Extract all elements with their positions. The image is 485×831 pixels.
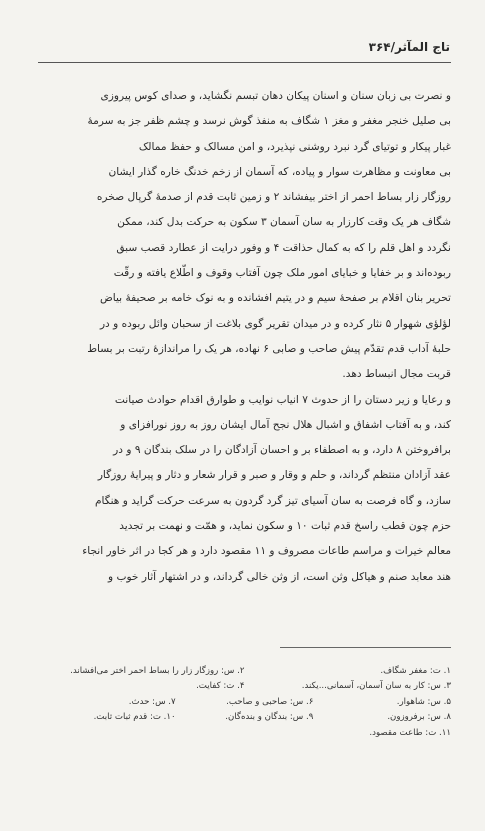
body-line: حزم چون قطب راسخ قدم ثبات ۱۰ و سکون نماید، و همّت و نهمت بر تجدید	[119, 520, 451, 533]
footnote: ۳. س: کار به سان آسمان، آسمانی...یکند.	[301, 681, 451, 692]
footnote: ۷. س: حدث.	[128, 696, 176, 707]
body-text	[38, 84, 451, 590]
body-line: کند، و به آفتاب اشفاق و اشبال هلال نجح آمال ایشان روز به روز نورافزای و	[120, 418, 451, 431]
body-line: غبار پیکار و توتیای گرد نبرد روشنی نپذیرد، و امن مسالک و حفظ ممالک	[138, 140, 451, 153]
body-line: ربوده‌اند و بر خفایا و خبایای امور ملک چون آفتاب وقوف و اطّلاع یافته و رقّت	[113, 267, 451, 280]
running-header	[40, 40, 450, 58]
body-line: هند معابد صنم و هیاکل وثن است، از وثن خالی گرداند، و در اشتهار آثار خوب و	[108, 570, 451, 583]
body-line: حلبهٔ آداب قدم تقدّم پیش صاحب و صابی ۶ نهاده، هر یک را مراندازهٔ رتبت بر بساط	[87, 342, 451, 355]
footnote-rule	[280, 647, 451, 648]
body-line: لؤلؤی شهوار ۵ نثار کرده و در میدان تقریر گوی بلاغت از سحبان وائل ربوده و در	[99, 317, 451, 330]
footnote-row	[38, 726, 451, 741]
footnote: ۱۱. ت: طاعت مقصود.	[369, 727, 451, 738]
footnote: ۲. س: روزگار زار را بساط احمر اختر می‌افشاند.	[70, 666, 245, 676]
footnote: ۶. س: صاحبی و صاحب.	[226, 696, 314, 707]
body-line: سازد، و گاه فرصت به سان آسیای تیز گرد گردون به سرعت حرکت گراید و هنگام	[94, 494, 451, 507]
body-line: برافروختن ۸ دارد، و به اصطفاء بر و احسان آزادگان را در سلک بندگان ۹ و در	[113, 444, 451, 457]
body-line: و نصرت بی زبان سنان و اسنان پیکان دهان تبسم نگشاید، و صدای کوس پیروزی	[100, 90, 451, 102]
footnote: ۱. ت: مغفر شگاف.	[380, 666, 451, 676]
footnote: ۸. س: برفروزون.	[387, 712, 451, 723]
footnote-row	[38, 710, 451, 725]
running-title: تاج المآثر/۳۶۴	[368, 40, 450, 54]
body-line: تحریر بنان اقلام بر صفحهٔ سیم و در یتیم افشانده و به نوک خامه بر صحیفهٔ بیاض	[99, 292, 451, 305]
body-line: قربت مجال انبساط دهد.	[342, 368, 451, 381]
footnote: ۴. ت: کفایت.	[196, 681, 245, 692]
header-rule	[38, 62, 451, 63]
footnote-row	[38, 664, 451, 679]
body-line: عقد آزادان منتظم گرداند، و حلم و وقار و صبر و قرار شعار و دثار و پیرایهٔ روزگار	[97, 469, 451, 482]
footnote: ۱۰. ت: قدم ثبات ثابت.	[93, 712, 176, 723]
footnotes	[38, 664, 451, 741]
footnote-row	[38, 695, 451, 710]
footnote: ۹. س: بندگان و بنده‌گان.	[225, 712, 314, 723]
body-line: شگاف هر یک وقت کارزار به سان آسمان ۳ سکون به حرکت بدل کند، ممکن	[117, 216, 451, 229]
body-line: معالم خیرات و مراسم طاعات مصروف و ۱۱ مقصود دارد و هر کجا در اثر خاور انجاء	[82, 545, 451, 558]
body-line: نگردد و اهل قلم را که به کمال حذاقت ۴ و وفور درایت از عطارد قصب سبق	[116, 241, 451, 254]
body-line: و رعایا و زیر دستان را از حدوث ۷ انیاب نوایب و طوارق اقدام حوادث صیانت	[114, 393, 451, 406]
footnote: ۵. س: شاهوار.	[396, 696, 451, 707]
body-line: روزگار زار بساط احمر از اختر بیفشاند ۲ و زمین ثابت قدم از صدمهٔ گرپال صخره	[96, 191, 451, 204]
body-line: بی صلیل خنجر مغفر و مغز ۱ شگاف به منفذ گوش نرسد و چشم ظفر جز به سرمهٔ	[87, 115, 451, 128]
body-line: بی معاونت و مظاهرت سوار و پیاده، که آسمان از زخم خدنگ خاره گذار ایشان	[108, 165, 451, 178]
footnote-row	[38, 679, 451, 694]
